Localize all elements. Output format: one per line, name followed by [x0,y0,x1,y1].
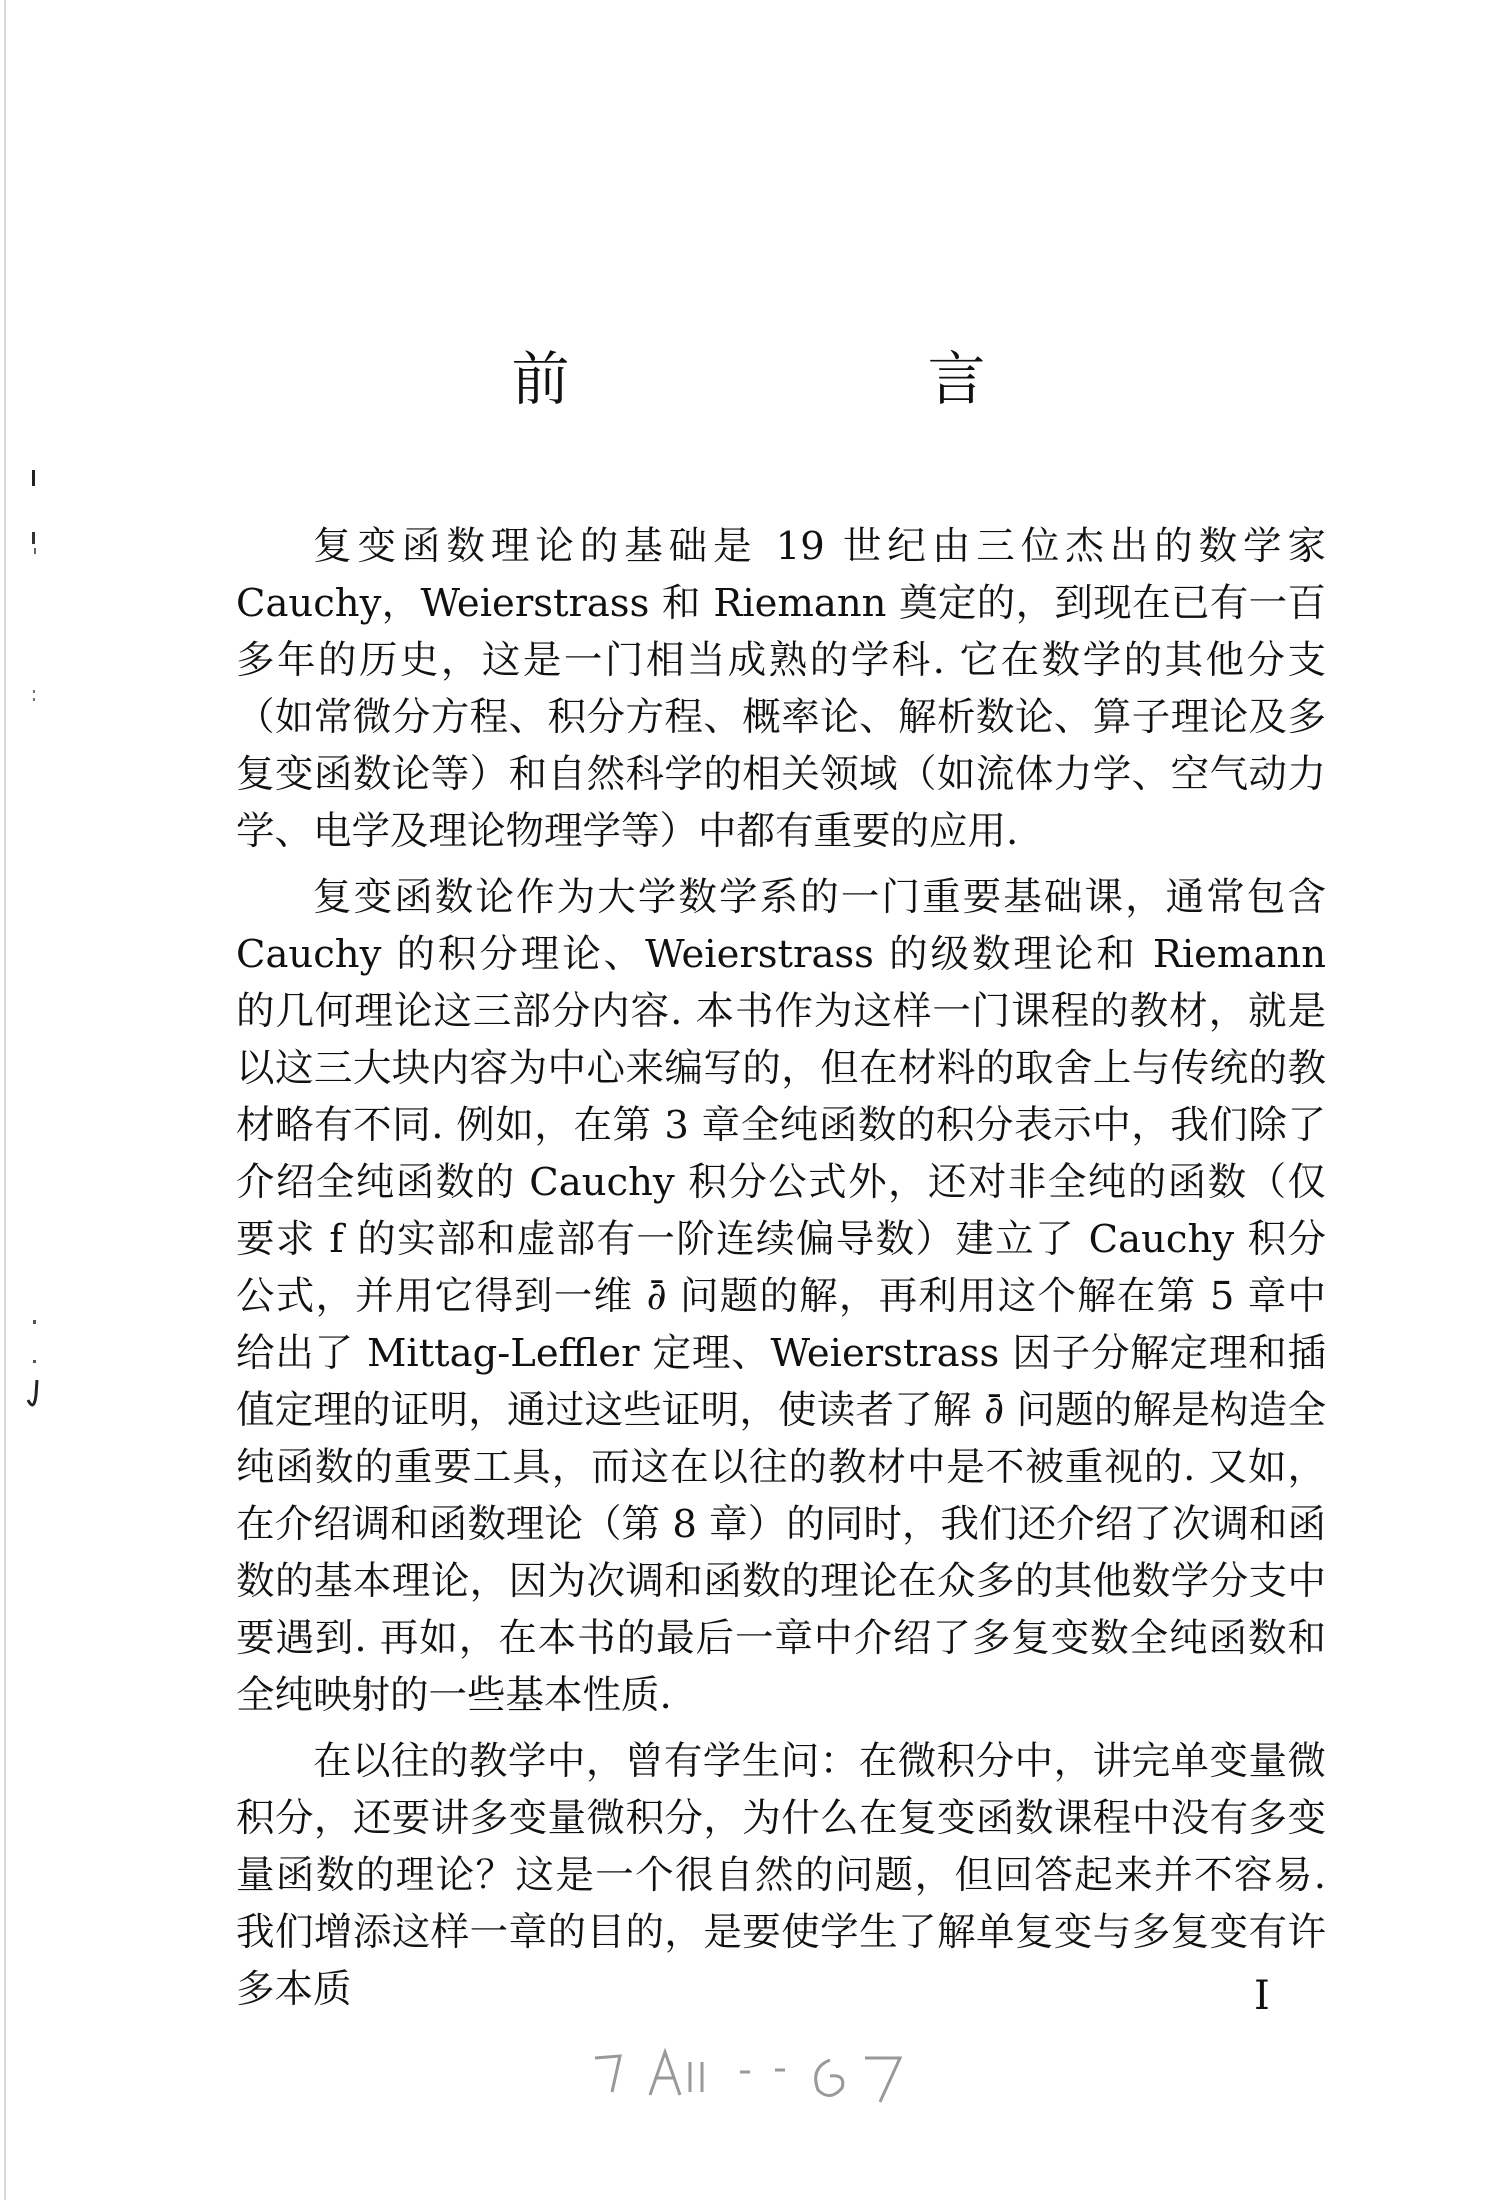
library-stamp [590,2040,920,2110]
margin-scan-marks [20,440,50,1440]
paragraph: 复变函数论作为大学数学系的一门重要基础课，通常包含 Cauchy 的积分理论、Weierstrass 的级数理论和 Riemann 的几何理论这三部分内容. 本书作为这样一门课程的教材，就是以这三大块内容为中心来编写的，但在材料的取舍上与传统的教材略有不同. 例如，在第 3 章全纯函数的积分表示中，我们除了介绍全纯函数的 Cauchy 积分公式外，还对非全纯的函数（仅要求 f 的实部和虚部有一阶连续偏导数）建立了 Cauchy 积分公式，并用它得到一维 ∂̄ 问题的解，再利用这个解在第 5 章中给出了 Mittag-Leffler 定理、Weierstrass 因子分解定理和插值定理的证明，通过这些证明，使读者了解 ∂̄ 问题的解是构造全纯函数的重要工具，而这在以往的教材中是不被重视的. 又如，在介绍调和函数理论（第 8 章）的同时，我们还介绍了次调和函数的基本理论，因为次调和函数的理论在众多的其他数学分支中要遇到. 再如，在本书的最后一章中介绍了多复变数全纯函数和全纯映射的一些基本性质. [236,875,1326,1718]
page-title: 前 言 [511,344,1136,413]
page-left-edge [4,0,6,2200]
preface-body [236,518,1326,2027]
paragraph: 在以往的教学中，曾有学生问：在微积分中，讲完单变量微积分，还要讲多变量微积分，为什么在复变函数课程中没有多变量函数的理论？这是一个很自然的问题，但回答起来并不容易. 我们增添这样一章的目的，是要使学生了解单复变与多复变有许多本质 [236,1739,1326,2012]
page-number: I [1254,1973,1270,2019]
paragraph: 复变函数理论的基础是 19 世纪由三位杰出的数学家 Cauchy，Weierstrass 和 Riemann 奠定的，到现在已有一百多年的历史，这是一门相当成熟的学科. 它在数学的其他分支（如常微分方程、积分方程、概率论、解析数论、算子理论及多复变函数论等）和自然科学的相关领域（如流体力学、空气动力学、电学及理论物理学等）中都有重要的应用. [236,524,1326,854]
